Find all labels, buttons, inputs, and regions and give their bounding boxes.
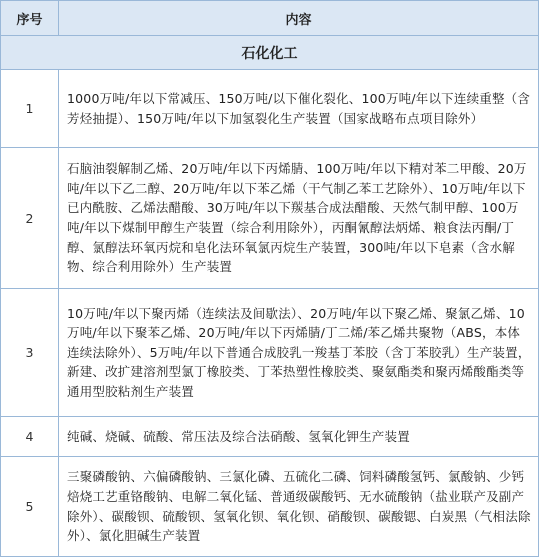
- table-row: [1, 417, 539, 457]
- row-number: 3: [1, 289, 59, 417]
- row-number: 2: [1, 148, 59, 289]
- table-row: [1, 289, 539, 417]
- header-content: 内容: [59, 1, 539, 36]
- row-content: 石脑油裂解制乙烯、20万吨/年以下丙烯腈、100万吨/年以下精对苯二甲酸、20万吨/年以下乙二醇、20万吨/年以下苯乙烯（干气制乙苯工艺除外）、10万吨/年以下已内酰胺、乙烯法醋酸、30万吨/年以下羰基合成法醋酸、天然气制甲醇、100万吨/年以下煤制甲醇生产装置（综合利用除外），丙酮氰醇法炳烯、粮食法丙酮/丁醇、氯醇法环氧丙烷和皂化法环氧氯丙烷生产装置，300吨/年以下皂素（含水解物、综合利用除外）生产装置: [59, 148, 539, 289]
- row-content: 纯碱、烧碱、硫酸、常压法及综合法硝酸、氢氧化钾生产装置: [59, 417, 539, 457]
- row-number: 1: [1, 70, 59, 148]
- row-content: 1000万吨/年以下常减压、150万吨/以下催化裂化、100万吨/年以下连续重整（含芳烃抽提）、150万吨/年以下加氢裂化生产装置（国家战略布点项目除外）: [59, 70, 539, 148]
- section-title: 石化化工: [1, 36, 539, 70]
- table-header-row: [1, 1, 539, 36]
- table-row: [1, 148, 539, 289]
- row-content: 三聚磷酸钠、六偏磷酸钠、三氯化磷、五硫化二磷、饲料磷酸氢钙、氯酸钠、少钙焙烧工艺重铬酸钠、电解二氧化锰、普通级碳酸钙、无水硫酸钠（盐业联产及副产除外）、碳酸钡、硫酸钡、氢氧化钡、氧化钡、硝酸钡、碳酸锶、白炭黑（气相法除外）、氯化胆碱生产装置: [59, 457, 539, 557]
- row-number: 5: [1, 457, 59, 557]
- table-row: [1, 457, 539, 557]
- header-no: 序号: [1, 1, 59, 36]
- section-row: [1, 36, 539, 70]
- table-row: [1, 70, 539, 148]
- row-content: 10万吨/年以下聚丙烯（连续法及间歇法）、20万吨/年以下聚乙烯、聚氯乙烯、10万吨/年以下聚苯乙烯、20万吨/年以下丙烯腈/丁二烯/苯乙烯共聚物（ABS，本体连续法除外）、5万吨/年以下普通合成胶乳一羧基丁苯胶（含丁苯胶乳）生产装置，新建、改扩建溶剂型氯丁橡胶类、丁苯热塑性橡胶类、聚氨酯类和聚丙烯酸酯类等通用型胶粘剂生产装置: [59, 289, 539, 417]
- row-number: 4: [1, 417, 59, 457]
